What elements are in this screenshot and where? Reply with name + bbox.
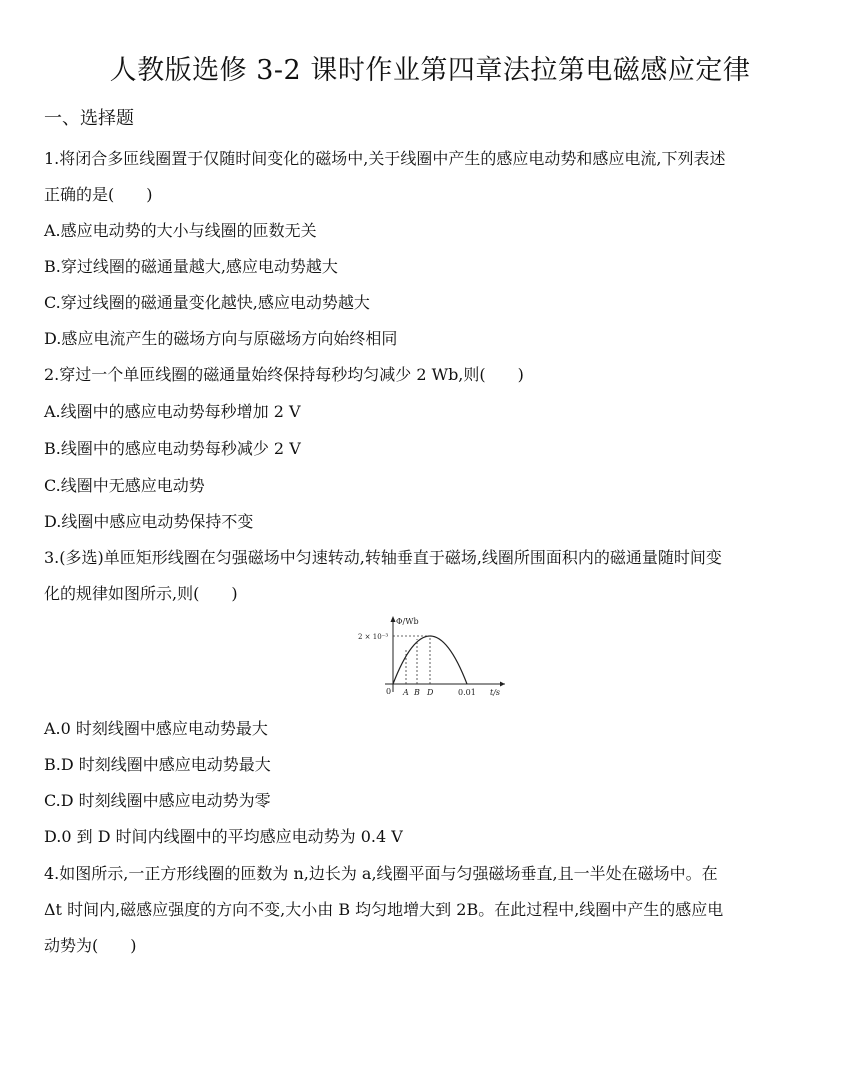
page-title: 人教版选修 3-2 课时作业第四章法拉第电磁感应定律 [109,55,751,86]
x-axis-arrow [500,682,505,687]
x-tick-b: B [414,688,420,697]
q1-option-d: D.感应电流产生的磁场方向与原磁场方向始终相同 [44,329,398,348]
q3-stem-line1: 3.(多选)单匝矩形线圈在匀强磁场中匀速转动,转轴垂直于磁场,线圈所围面积内的磁通量随时间变 [44,548,722,567]
q1-stem-line1: 1.将闭合多匝线圈置于仅随时间变化的磁场中,关于线圈中产生的感应电动势和感应电流,下列表述 [44,149,726,168]
q3-option-a: A.0 时刻线圈中感应电动势最大 [44,719,268,738]
x-tick-origin: 0 [386,687,392,696]
x-tick-d: D [427,688,434,697]
q2-option-b: B.线圈中的感应电动势每秒减少 2 V [44,439,301,458]
q4-stem-line2: Δt 时间内,磁感应强度的方向不变,大小由 B 均匀地增大到 2B。在此过程中,线圈中产生的感应电 [44,900,724,919]
x-tick-end: 0.01 [458,688,476,697]
q1-stem-line2: 正确的是( ) [44,185,153,204]
q2-option-c: C.线圈中无感应电动势 [44,476,205,495]
y-axis-arrow [391,616,396,622]
y-tick-label: 2 × 10⁻³ [358,633,389,641]
flux-time-graph [355,612,515,702]
q1-option-c: C.穿过线圈的磁通量变化越快,感应电动势越大 [44,293,370,312]
q4-stem-line1: 4.如图所示,一正方形线圈的匝数为 n,边长为 a,线圈平面与匀强磁场垂直,且一半处在磁场中。在 [44,864,718,883]
y-axis-label: Φ/Wb [396,617,419,626]
q3-option-d: D.0 到 D 时间内线圈中的平均感应电动势为 0.4 V [44,827,403,846]
q2-option-d: D.线圈中感应电动势保持不变 [44,512,254,531]
q3-option-b: B.D 时刻线圈中感应电动势最大 [44,755,271,774]
q1-option-b: B.穿过线圈的磁通量越大,感应电动势越大 [44,257,338,276]
q1-option-a: A.感应电动势的大小与线圈的匝数无关 [44,221,317,240]
q3-option-c: C.D 时刻线圈中感应电动势为零 [44,791,271,810]
q4-stem-line3: 动势为( ) [44,936,137,955]
q2-stem: 2.穿过一个单匝线圈的磁通量始终保持每秒均匀减少 2 Wb,则( ) [44,365,524,384]
q2-option-a: A.线圈中的感应电动势每秒增加 2 V [44,402,301,421]
section-heading: 一、选择题 [44,108,134,129]
q3-stem-line2: 化的规律如图所示,则( ) [44,584,238,603]
x-axis-label: t/s [490,688,501,697]
x-tick-a: A [403,688,409,697]
